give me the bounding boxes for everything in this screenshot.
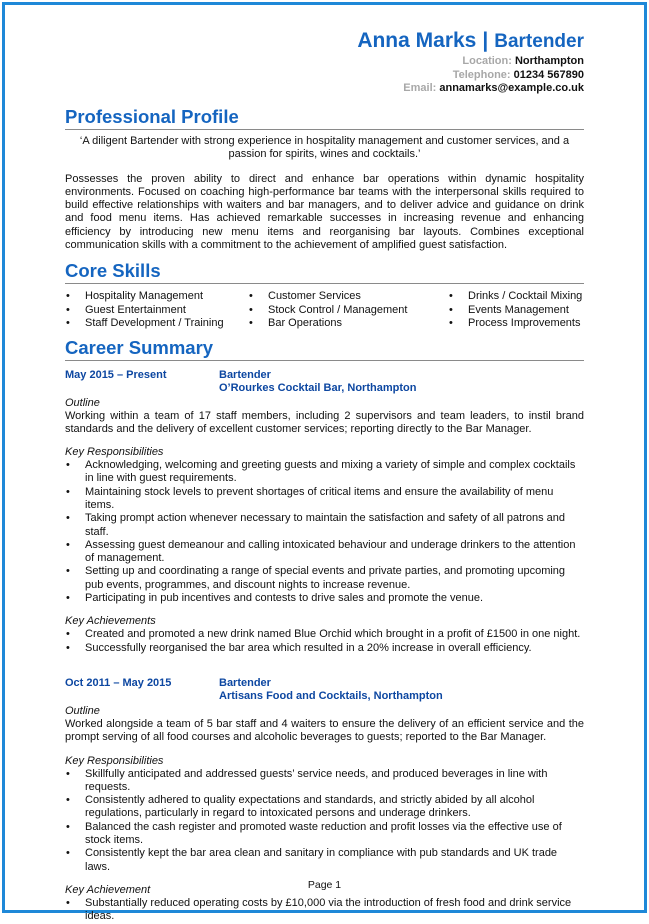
telephone-line [65, 69, 584, 83]
list-item: • Setting up and coordinating a range of special events and private parties, and promoting upcoming pub events, programmes, and discount nights to increase revenue. [65, 565, 584, 592]
responsibilities-list [65, 768, 584, 874]
skills-section [65, 260, 584, 330]
skills-column-3 [448, 290, 582, 330]
name-title-line [65, 29, 584, 53]
name-separator: | [482, 29, 489, 52]
skill-item: • Staff Development / Training [65, 317, 248, 330]
list-item: • Skillfully anticipated and addressed guests’ service needs, and produced beverages in line with requests. [65, 768, 584, 795]
cv-content [65, 5, 584, 924]
telephone-value: 01234 567890 [513, 68, 584, 81]
list-item: • Assessing guest demeanour and calling intoxicated behaviour and underage drinkers to the attention of management. [65, 539, 584, 566]
list-item: • Consistently kept the bar area clean and sanitary in compliance with pub standards and UK trade laws. [65, 847, 584, 874]
job-title: Bartender [494, 31, 584, 52]
achievements-label: Key Achievements [65, 615, 156, 628]
list-item: • Consistently adhered to quality expectations and standards, and strictly abided by all alcohol regulations, particularly in regard to intoxicated persons and underage drinkers. [65, 794, 584, 821]
candidate-name: Anna Marks [357, 29, 477, 52]
profile-quote: ‘A diligent Bartender with strong experience in hospitality management and customer services, and a passion for spirits, wines and cocktails.’ [79, 134, 570, 160]
skill-item: • Hospitality Management [65, 290, 248, 303]
outline-label: Outline [65, 704, 100, 717]
job-dates: Oct 2011 – May 2015 [65, 676, 172, 689]
list-item: • Successfully reorganised the bar area which resulted in a 20% increase in overall efficiency. [65, 642, 584, 655]
outline-label: Outline [65, 396, 100, 409]
responsibilities-list [65, 459, 584, 605]
job-role [219, 369, 416, 396]
skill-item: • Guest Entertainment [65, 304, 248, 317]
job-header [65, 677, 584, 704]
skills-heading: Core Skills [65, 260, 584, 284]
responsibilities-label: Key Responsibilities [65, 754, 164, 767]
achievements-label: Key Achievement [65, 883, 151, 896]
list-item: • Participating in pub incentives and contests to drive sales and promote the venue. [65, 592, 584, 605]
job-entry-1 [65, 369, 584, 655]
telephone-label: Telephone: [452, 68, 511, 81]
skill-item: • Process Improvements [448, 317, 582, 330]
list-item: • Taking prompt action whenever necessary to maintain the satisfaction and safety of all patrons and staff. [65, 512, 584, 539]
contact-details [65, 55, 584, 96]
page-number: Page 1 [307, 879, 342, 891]
profile-paragraph: Possesses the proven ability to direct and enhance bar operations within dynamic hospitality environments. Focused on coaching high-performance bar teams with the interpersonal skills required to build effective relationships with waiters and bar managers, and to deliver advice and guidance on drink and food menu items. Has achieved remarkable successes in increasing revenue and enhancing efficiency by introducing new menu items and reorganising bar layouts. Combines exceptional communication skills with a commitment to the achievement of amplified guest satisfaction. [65, 172, 584, 251]
job-role [219, 677, 443, 704]
skill-item: • Bar Operations [248, 317, 448, 330]
skill-item: • Stock Control / Management [248, 304, 448, 317]
profile-section [65, 106, 584, 253]
job-header [65, 369, 584, 396]
cv-page [2, 2, 647, 923]
skill-item: • Events Management [448, 304, 582, 317]
location-label: Location: [462, 55, 512, 67]
career-heading: Career Summary [65, 337, 584, 361]
list-item: • Substantially reduced operating costs by £10,000 via the introduction of fresh food and drink service ideas. [65, 897, 584, 924]
skills-column-2 [248, 290, 448, 330]
job-title: Bartender [219, 676, 271, 689]
location-line [65, 55, 584, 69]
email-line [65, 82, 584, 96]
skill-item: • Customer Services [248, 290, 448, 303]
job-outline: Working within a team of 17 staff members, including 2 supervisors and team leaders, to instil brand standards and the delivery of excellent customer services; reporting directly to the Bar Manager. [65, 409, 584, 435]
list-item: • Acknowledging, welcoming and greeting guests and mixing a variety of simple and complex cocktails in line with guest requirements. [65, 459, 584, 486]
list-item: • Created and promoted a new drink named Blue Orchid which brought in a profit of £1500 in one night. [65, 628, 584, 641]
job-employer: O’Rourkes Cocktail Bar, Northampton [219, 382, 417, 394]
career-section [65, 337, 584, 924]
responsibilities-label: Key Responsibilities [65, 446, 164, 459]
achievements-list [65, 897, 584, 924]
skills-column-1 [65, 290, 248, 330]
skills-grid [65, 290, 584, 330]
job-dates: May 2015 – Present [65, 368, 167, 381]
profile-heading: Professional Profile [65, 106, 584, 130]
email-value: annamarks@example.co.uk [439, 82, 584, 94]
list-item: • Maintaining stock levels to prevent shortages of critical items and ensure the availability of menu items. [65, 486, 584, 513]
list-item: • Balanced the cash register and promoted waste reduction and profit losses via the effective use of stock items. [65, 821, 584, 848]
achievements-list [65, 628, 584, 655]
location-value: Northampton [514, 55, 584, 67]
email-label: Email: [403, 82, 437, 94]
job-outline: Worked alongside a team of 5 bar staff and 4 waiters to ensure the delivery of an efficient service and the prompt serving of all food courses and alcoholic beverages to guests; reported to the Bar Manager. [65, 717, 584, 744]
cv-header [65, 29, 584, 96]
skill-item: • Drinks / Cocktail Mixing [448, 290, 582, 303]
job-title: Bartender [219, 368, 271, 381]
job-employer: Artisans Food and Cocktails, Northampton [219, 690, 443, 703]
